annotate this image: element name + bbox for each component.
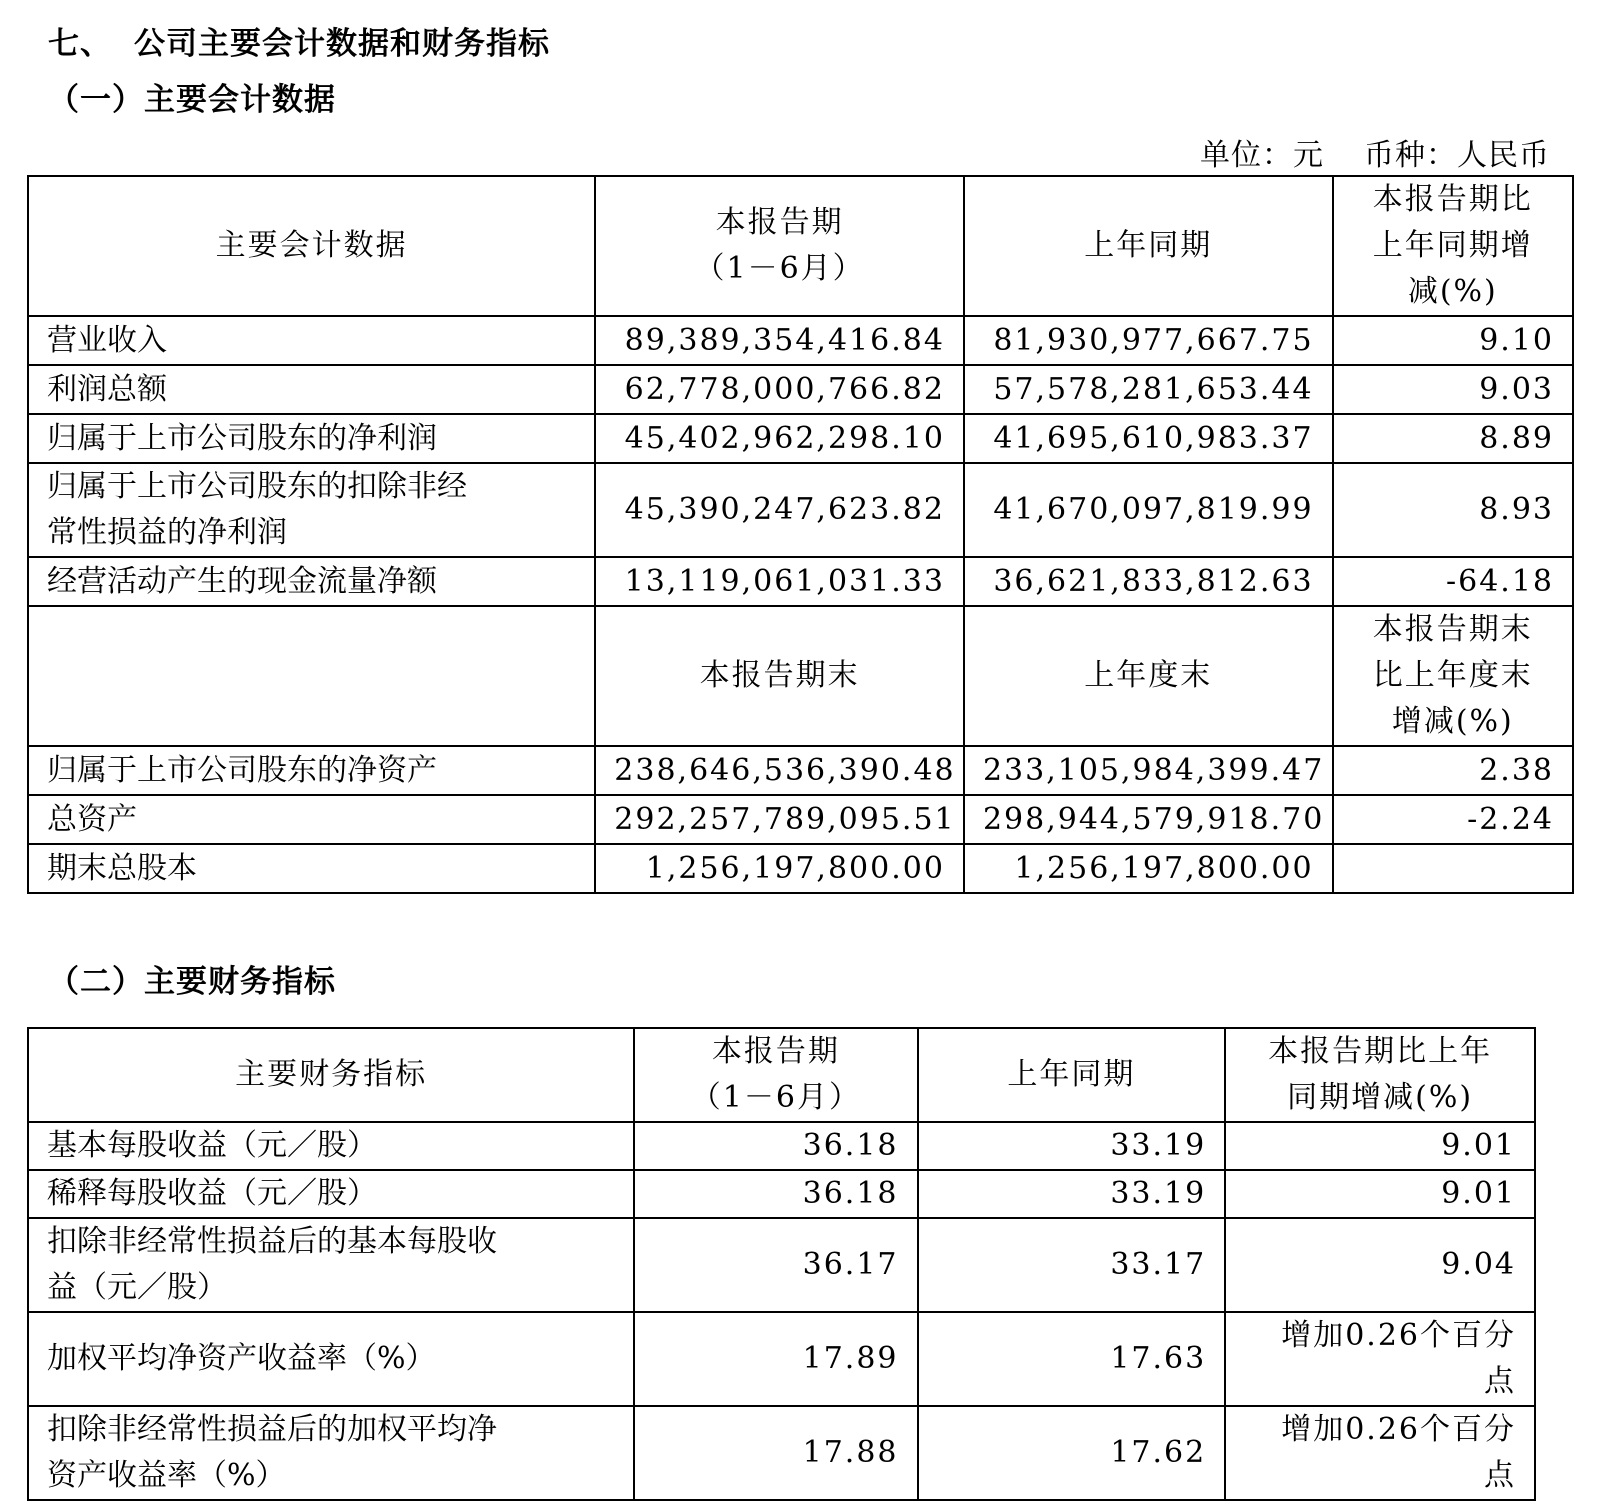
row-label: 稀释每股收益（元／股） bbox=[28, 1170, 634, 1218]
value-current: 36.18 bbox=[634, 1170, 917, 1218]
header-cell-current: 本报告期 （1－6月） bbox=[595, 176, 964, 316]
header-cell-indicator: 主要财务指标 bbox=[28, 1028, 634, 1122]
header-cell-indicator bbox=[28, 606, 595, 746]
section-title bbox=[48, 18, 550, 63]
table-header-row bbox=[28, 176, 1573, 316]
section-number: 七、 bbox=[48, 26, 112, 62]
header-cell-previous: 上年同期 bbox=[918, 1028, 1226, 1122]
value-previous: 17.63 bbox=[918, 1312, 1226, 1406]
table-row bbox=[28, 414, 1573, 463]
table-row bbox=[28, 557, 1573, 606]
value-previous: 36,621,833,812.63 bbox=[964, 557, 1333, 606]
value-current: 89,389,354,416.84 bbox=[595, 316, 964, 365]
value-current: 292,257,789,095.51 bbox=[595, 795, 964, 844]
table-row bbox=[28, 316, 1573, 365]
table-row bbox=[28, 1170, 1535, 1218]
value-previous: 1,256,197,800.00 bbox=[964, 844, 1333, 893]
header-cell-current: 本报告期 （1－6月） bbox=[634, 1028, 917, 1122]
header-cell-change: 本报告期末 比上年度末 增减(%) bbox=[1333, 606, 1573, 746]
row-label: 归属于上市公司股东的扣除非经 常性损益的净利润 bbox=[28, 463, 595, 557]
section-title-text: 公司主要会计数据和财务指标 bbox=[134, 26, 550, 62]
table-row bbox=[28, 1218, 1535, 1312]
value-current: 17.89 bbox=[634, 1312, 917, 1406]
row-label: 扣除非经常性损益后的加权平均净 资产收益率（%） bbox=[28, 1406, 634, 1500]
value-previous: 57,578,281,653.44 bbox=[964, 365, 1333, 414]
value-change: 9.01 bbox=[1225, 1170, 1535, 1218]
value-previous: 33.19 bbox=[918, 1122, 1226, 1170]
header-cell-previous: 上年同期 bbox=[964, 176, 1333, 316]
value-current: 36.18 bbox=[634, 1122, 917, 1170]
header-cell-indicator: 主要会计数据 bbox=[28, 176, 595, 316]
value-previous: 298,944,579,918.70 bbox=[964, 795, 1333, 844]
value-previous: 233,105,984,399.47 bbox=[964, 746, 1333, 795]
header-cell-change: 本报告期比 上年同期增 减(%) bbox=[1333, 176, 1573, 316]
value-current: 62,778,000,766.82 bbox=[595, 365, 964, 414]
header-cell-previous: 上年度末 bbox=[964, 606, 1333, 746]
row-label: 基本每股收益（元／股） bbox=[28, 1122, 634, 1170]
value-change: 8.93 bbox=[1333, 463, 1573, 557]
value-change: 9.01 bbox=[1225, 1122, 1535, 1170]
financial-indicators-table bbox=[27, 1027, 1536, 1501]
value-change: 9.04 bbox=[1225, 1218, 1535, 1312]
value-previous: 41,670,097,819.99 bbox=[964, 463, 1333, 557]
table-row bbox=[28, 844, 1573, 893]
row-label: 期末总股本 bbox=[28, 844, 595, 893]
value-current: 36.17 bbox=[634, 1218, 917, 1312]
value-change: -2.24 bbox=[1333, 795, 1573, 844]
row-label: 营业收入 bbox=[28, 316, 595, 365]
table-row bbox=[28, 746, 1573, 795]
table-subheader-row bbox=[28, 606, 1573, 746]
table-header-row bbox=[28, 1028, 1535, 1122]
row-label: 扣除非经常性损益后的基本每股收 益（元／股） bbox=[28, 1218, 634, 1312]
header-cell-change: 本报告期比上年 同期增减(%) bbox=[1225, 1028, 1535, 1122]
table-row bbox=[28, 795, 1573, 844]
value-change: 增加0.26个百分 点 bbox=[1225, 1406, 1535, 1500]
value-change: 9.03 bbox=[1333, 365, 1573, 414]
row-label: 利润总额 bbox=[28, 365, 595, 414]
table-row bbox=[28, 1406, 1535, 1500]
value-change: 8.89 bbox=[1333, 414, 1573, 463]
accounting-data-table bbox=[27, 175, 1574, 894]
row-label: 经营活动产生的现金流量净额 bbox=[28, 557, 595, 606]
value-current: 45,402,962,298.10 bbox=[595, 414, 964, 463]
header-cell-current: 本报告期末 bbox=[595, 606, 964, 746]
value-change: 9.10 bbox=[1333, 316, 1573, 365]
value-previous: 33.17 bbox=[918, 1218, 1226, 1312]
value-previous: 41,695,610,983.37 bbox=[964, 414, 1333, 463]
value-current: 13,119,061,031.33 bbox=[595, 557, 964, 606]
value-change: 2.38 bbox=[1333, 746, 1573, 795]
value-current: 1,256,197,800.00 bbox=[595, 844, 964, 893]
table-row bbox=[28, 463, 1573, 557]
value-previous: 81,930,977,667.75 bbox=[964, 316, 1333, 365]
row-label: 加权平均净资产收益率（%） bbox=[28, 1312, 634, 1406]
table-row bbox=[28, 1122, 1535, 1170]
value-previous: 17.62 bbox=[918, 1406, 1226, 1500]
table-row bbox=[28, 365, 1573, 414]
row-label: 归属于上市公司股东的净资产 bbox=[28, 746, 595, 795]
value-change: -64.18 bbox=[1333, 557, 1573, 606]
value-current: 17.88 bbox=[634, 1406, 917, 1500]
value-current: 238,646,536,390.48 bbox=[595, 746, 964, 795]
row-label: 总资产 bbox=[28, 795, 595, 844]
unit-currency-note bbox=[1200, 130, 1550, 174]
row-label: 归属于上市公司股东的净利润 bbox=[28, 414, 595, 463]
value-change bbox=[1333, 844, 1573, 893]
financial-heading: （二）主要财务指标 bbox=[48, 964, 336, 1000]
unit-label: 单位：元 bbox=[1200, 138, 1324, 173]
table-row bbox=[28, 1312, 1535, 1406]
value-current: 45,390,247,623.82 bbox=[595, 463, 964, 557]
currency-label: 币种：人民币 bbox=[1364, 138, 1550, 173]
value-change: 增加0.26个百分 点 bbox=[1225, 1312, 1535, 1406]
value-previous: 33.19 bbox=[918, 1170, 1226, 1218]
accounting-heading: （一）主要会计数据 bbox=[48, 82, 336, 118]
